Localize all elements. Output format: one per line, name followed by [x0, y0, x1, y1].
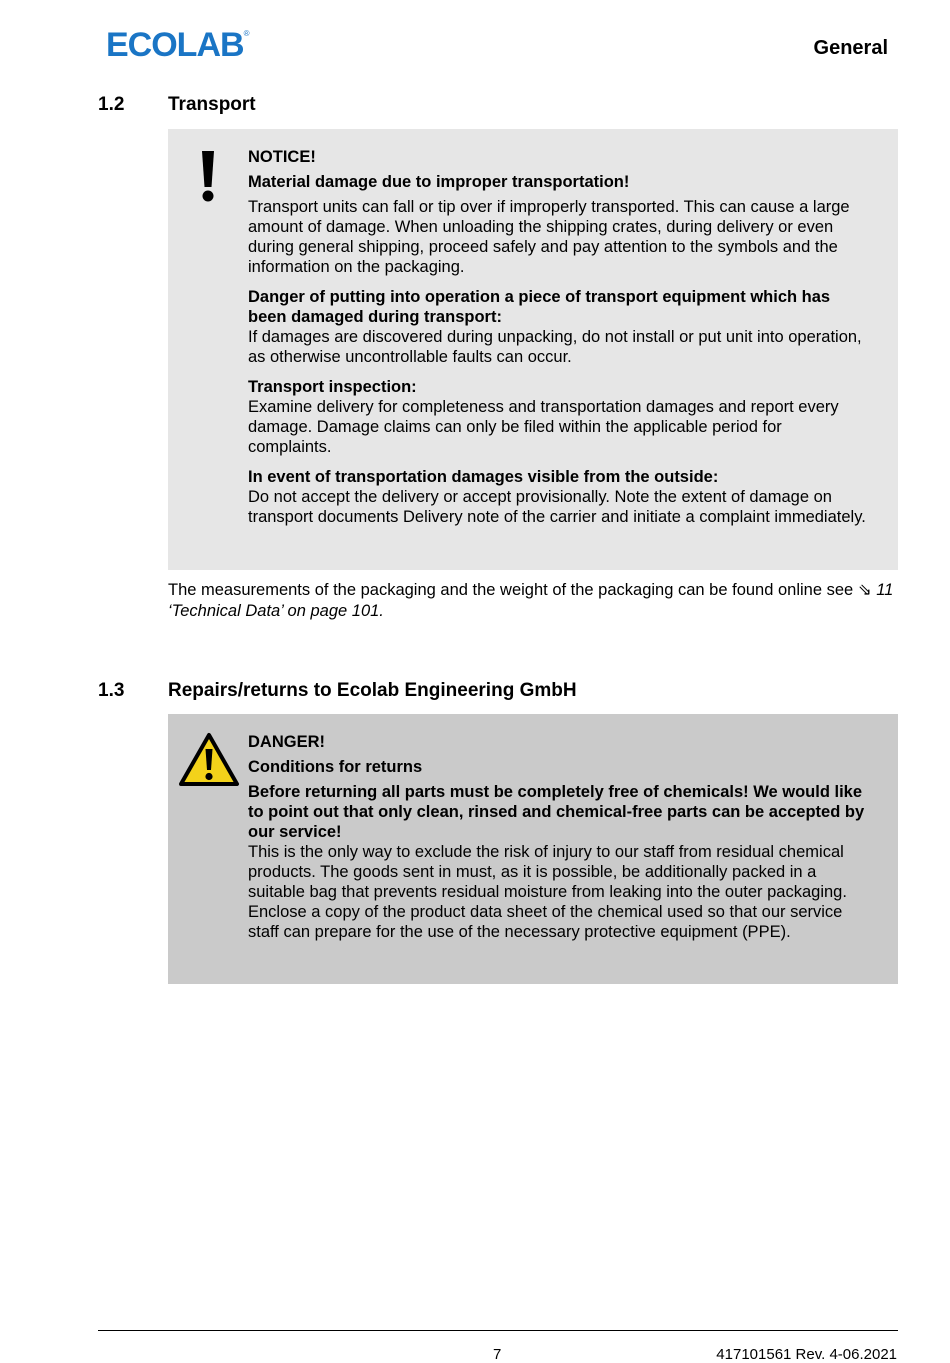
- ecolab-logo: [106, 28, 248, 62]
- page-section-title: General: [813, 37, 888, 59]
- technical-data-link[interactable]: 11 ‘Technical Data’ on page 101.: [168, 581, 894, 620]
- danger-box: [168, 714, 898, 984]
- notice-box: [168, 129, 898, 570]
- measurements-text: The measurements of the packaging and the weight of the packaging can be found online see: [168, 581, 854, 599]
- cross-reference-arrow-icon: ⇘: [857, 581, 872, 599]
- notice-headline: Material damage due to improper transportation!: [248, 173, 630, 191]
- page-number: 7: [493, 1346, 502, 1363]
- notice-intro: Transport units can fall or tip over if improperly transported. This can cause a large amount of damage. When unloading the shipping crates, during delivery or even during general shipping, proceed safely and pay attention to the symbols and the information on the packaging.: [248, 198, 850, 276]
- logo-text: ECOLAB: [106, 26, 244, 64]
- notice-item-heading: Danger of putting into operation a piece of transport equipment which has been damaged during transport:: [248, 288, 831, 326]
- notice-item-text: Do not accept the delivery or accept provisionally. Note the extent of damage on transport documents Delivery note of the carrier and initiate a complaint immediately.: [248, 488, 866, 526]
- section-title: Transport: [168, 94, 256, 115]
- section-title: Repairs/returns to Ecolab Engineering GmbH: [168, 680, 577, 701]
- warning-triangle-icon: [178, 732, 240, 788]
- notice-signal-word: NOTICE!: [248, 148, 316, 166]
- exclamation-icon: [198, 151, 218, 203]
- danger-signal-word: DANGER!: [248, 733, 325, 751]
- danger-body: [248, 782, 868, 942]
- notice-item-heading: Transport inspection:: [248, 378, 417, 396]
- section-number: 1.3: [98, 680, 125, 701]
- section-number: 1.2: [98, 94, 125, 115]
- notice-item: [248, 377, 868, 457]
- measurements-paragraph: [168, 580, 903, 622]
- danger-headline: Conditions for returns: [248, 758, 423, 776]
- notice-item-heading: In event of transportation damages visible from the outside:: [248, 468, 719, 486]
- document-id: 417101561 Rev. 4-06.2021: [716, 1346, 897, 1363]
- notice-item-text: Examine delivery for completeness and transportation damages and report every damage. Damage claims can only be filed within the applicable period for complaints.: [248, 398, 839, 456]
- section-heading-repairs: [98, 680, 577, 702]
- footer-divider: [98, 1330, 898, 1331]
- notice-item: [248, 287, 868, 367]
- notice-item-text: If damages are discovered during unpacking, do not install or put unit into operation, as otherwise uncontrollable faults can occur.: [248, 328, 862, 366]
- notice-item: [248, 467, 868, 527]
- section-heading-transport: [98, 94, 256, 116]
- danger-bold-text: Before returning all parts must be completely free of chemicals! We would like to point out that only clean, rinsed and chemical-free parts can be accepted by our service!: [248, 783, 865, 841]
- logo-registered-mark: ®: [243, 29, 249, 38]
- danger-text: This is the only way to exclude the risk of injury to our staff from residual chemical products. The goods sent in must, as it is possible, be additionally packed in a suitable bag that prevents residual moisture from leaking into the outer packaging. Enclose a copy of the product data sheet of the chemical used so that our service staff can prepare for the use of the necessary protective equipment (PPE).: [248, 843, 847, 941]
